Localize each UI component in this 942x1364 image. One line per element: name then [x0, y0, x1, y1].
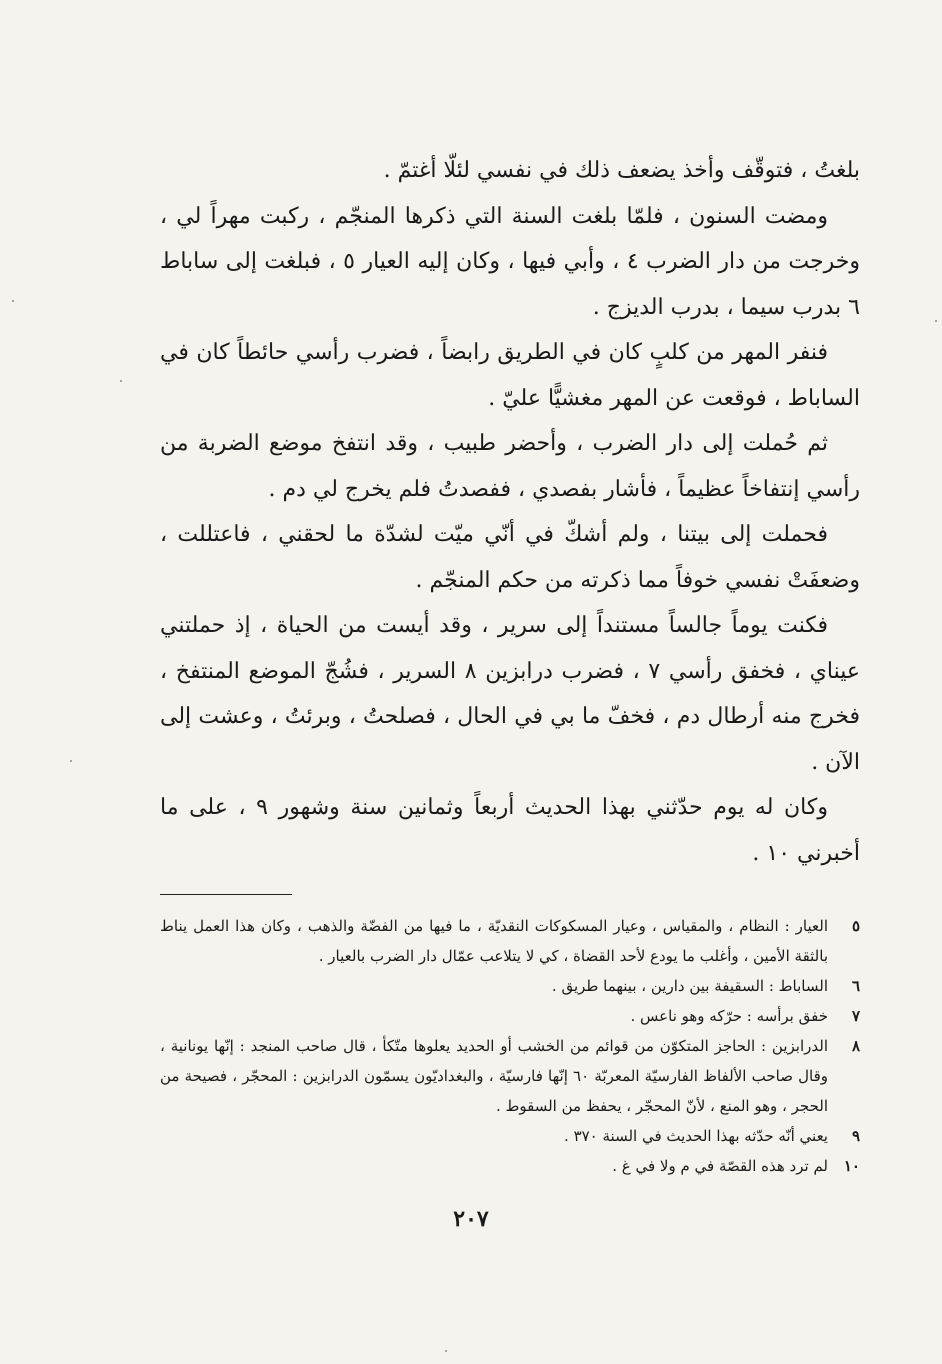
paragraph: ومضت السنون ، فلمّا بلغت السنة التي ذكرها المنجّم ، ركبت مهراً لي ، وخرجت من دار الضرب ٤ ، وأبي فيها ، وكان إليه العيار ٥ ، فبلغت إلى ساباط ٦ بدرب سيما ، بدرب الديزج .	[160, 203, 860, 320]
main-text	[160, 148, 860, 876]
footnote-separator	[160, 894, 292, 895]
footnote-number: ٨	[851, 1037, 860, 1055]
paragraph: فنفر المهر من كلبٍ كان في الطريق رابضاً ، فضرب رأسي حائطاً كان في الساباط ، فوقعت عن المهر مغشيًّا عليّ .	[160, 340, 860, 411]
footnote-text: الدرابزين : الحاجز المتكوّن من قوائم من الخشب أو الحديد يعلوها متّكأ ، قال صاحب المنجد : إنّها يونانية ، وقال صاحب الألفاظ الفارسيّة المعربّة ٦٠ إنّها فارسيّة ، والبغداديّون يسمّون الدرابزين : المحجّر ، فصيحة من الحجر ، وهو المنع ، لأنّ المحجّر ، يحفظ من السقوط .	[160, 1037, 828, 1115]
footnote	[160, 911, 860, 971]
footnote-number: ٦	[851, 977, 860, 995]
paragraph: فكنت يوماً جالساً مستنداً إلى سرير ، وقد أيست من الحياة ، إذ حملتني عيناي ، فخفق رأسي ٧ ، فضرب درابزين ٨ السرير ، فشُجّ الموضع المنتفخ ، فخرج منه أرطال دم ، فخفّ ما بي في الحال ، فصلحتُ ، وبرئتُ ، وعشت إلى الآن .	[160, 613, 860, 775]
scan-speck	[445, 1350, 447, 1352]
footnote-text: الساباط : السقيفة بين دارين ، بينهما طريق .	[551, 977, 828, 995]
footnote-text: يعني أنّه حدّثه بهذا الحديث في السنة ٣٧٠ .	[564, 1127, 828, 1145]
paragraph: فحملت إلى بيتنا ، ولم أشكّ في أنّي ميّت لشدّة ما لحقني ، فاعتللت ، وضعفَتْ نفسي خوفاً مما ذكرته من حكم المنجّم .	[160, 522, 860, 593]
footnote-number: ٩	[851, 1127, 860, 1145]
footnotes	[160, 911, 860, 1181]
footnote-number: ٧	[851, 1007, 860, 1025]
footnote	[160, 1001, 860, 1031]
footnote	[160, 1031, 860, 1121]
scan-speck	[120, 380, 122, 382]
scan-speck	[70, 760, 72, 762]
footnote	[160, 1151, 860, 1181]
footnote	[160, 971, 860, 1001]
footnote-number: ٥	[851, 917, 860, 935]
scan-speck	[12, 300, 14, 302]
paragraph: ثم حُملت إلى دار الضرب ، وأحضر طبيب ، وقد انتفخ موضع الضربة من رأسي إنتفاخاً عظيماً ، فأشار بفصدي ، ففصدتُ فلم يخرج لي دم .	[160, 431, 860, 502]
footnote-text: العيار : النظام ، والمقياس ، وعيار المسكوكات النقديّة ، ما فيها من الفضّة والذهب ، وكان هذا العمل يناط بالثقة الأمين ، وأغلب ما يودع لأحد القضاة ، كي لا يتلاعب عمّال دار الضرب بالعيار .	[160, 917, 828, 965]
page-content	[160, 148, 860, 1181]
page-number: ٢٠٧	[453, 1206, 489, 1232]
footnote-text: خفق برأسه : حرّكه وهو ناعس .	[630, 1007, 828, 1025]
footnote	[160, 1121, 860, 1151]
paragraph: وكان له يوم حدّثني بهذا الحديث أربعاً وثمانين سنة وشهور ٩ ، على ما أخبرني ١٠ .	[160, 795, 860, 866]
paragraph: بلغتُ ، فتوقّف وأخذ يضعف ذلك في نفسي لئلّا أغتمّ .	[383, 158, 860, 183]
footnote-number: ١٠	[843, 1157, 860, 1175]
footnote-text: لم ترد هذه القصّة في م ولا في غ .	[612, 1157, 828, 1175]
scan-speck	[935, 320, 937, 322]
